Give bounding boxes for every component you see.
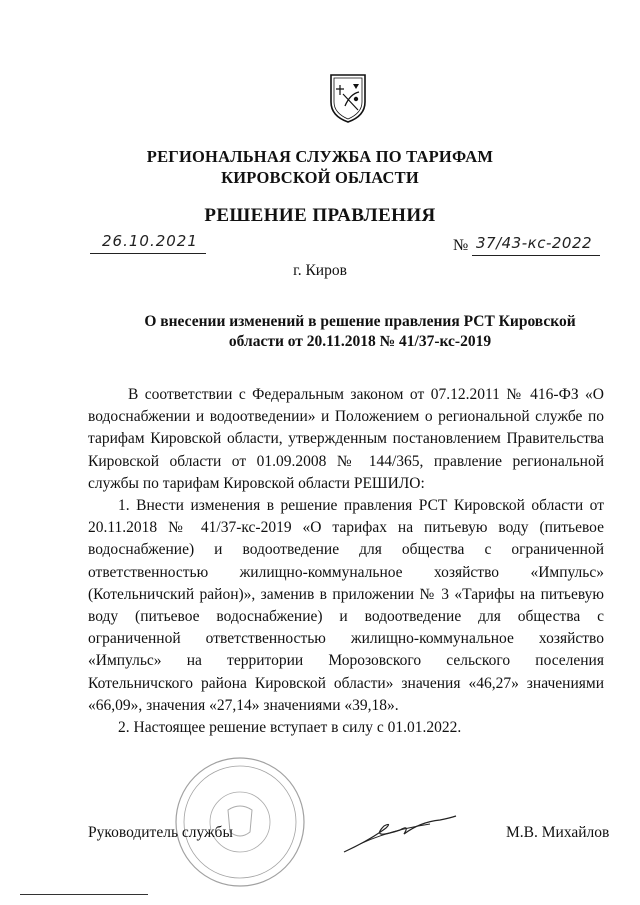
document-number: 37/43-кс-2022: [476, 234, 593, 252]
document-type-title: РЕШЕНИЕ ПРАВЛЕНИЯ: [204, 205, 436, 226]
decision-item-1: 1. Внести изменения в решение правления РСТ Кировской области от 20.11.2018 № 41/37-кс-2019 «О тарифах на питьевую воду (питьевое водоснабжение) и водоотведение для общества с ограниченной ответственностью жилищно-коммунальное хозяйство «Импульс» (Котельничский район)», заменив в приложении № 3 «Тарифы на питьевую воду (питьевое водоснабжение) и водоотведение для общества с ограниченной ответственностью жилищно-коммунальное хозяйство «Импульс» на территории Морозовского сельского поселения Котельничского района Кировской области» значения «46,27» значениями «66,09», значения «27,14» значениями «39,18».: [88, 497, 604, 714]
decision-item-2: 2. Настоящее решение вступает в силу с 01.01.2022.: [118, 719, 462, 737]
organization-name-line2: КИРОВСКОЙ ОБЛАСТИ: [221, 168, 419, 187]
date-underline: [90, 253, 206, 254]
subject-line1: О внесении изменений в решение правления РСТ Кировской: [144, 313, 576, 330]
subject-line2: области от 20.11.2018 № 41/37-кс-2019: [228, 333, 492, 350]
number-underline: [472, 255, 600, 256]
signatory-name: М.В. Михайлов: [506, 824, 610, 841]
footer-divider: [20, 894, 148, 895]
number-sign: №: [453, 237, 469, 254]
document-date: 26.10.2021: [102, 232, 198, 250]
handwritten-signature: [340, 800, 460, 860]
signatory-position: Руководитель службы: [88, 824, 233, 841]
city: г. Киров: [293, 262, 347, 279]
document-body: [88, 384, 604, 739]
official-seal-stamp: [170, 752, 310, 892]
organization-name-line1: РЕГИОНАЛЬНАЯ СЛУЖБА ПО ТАРИФАМ: [146, 147, 494, 166]
preamble-paragraph: В соответствии с Федеральным законом от 07.12.2011 № 416-ФЗ «О водоснабжении и водоотведении» и Положением о региональной службе по тарифам Кировской области, утвержденным постановлением Правительства Кировской области от 01.09.2008 № 144/365, правление региональной службы по тарифам Кировской области РЕШИЛО:: [88, 386, 604, 492]
coat-of-arms-icon: [328, 72, 368, 124]
